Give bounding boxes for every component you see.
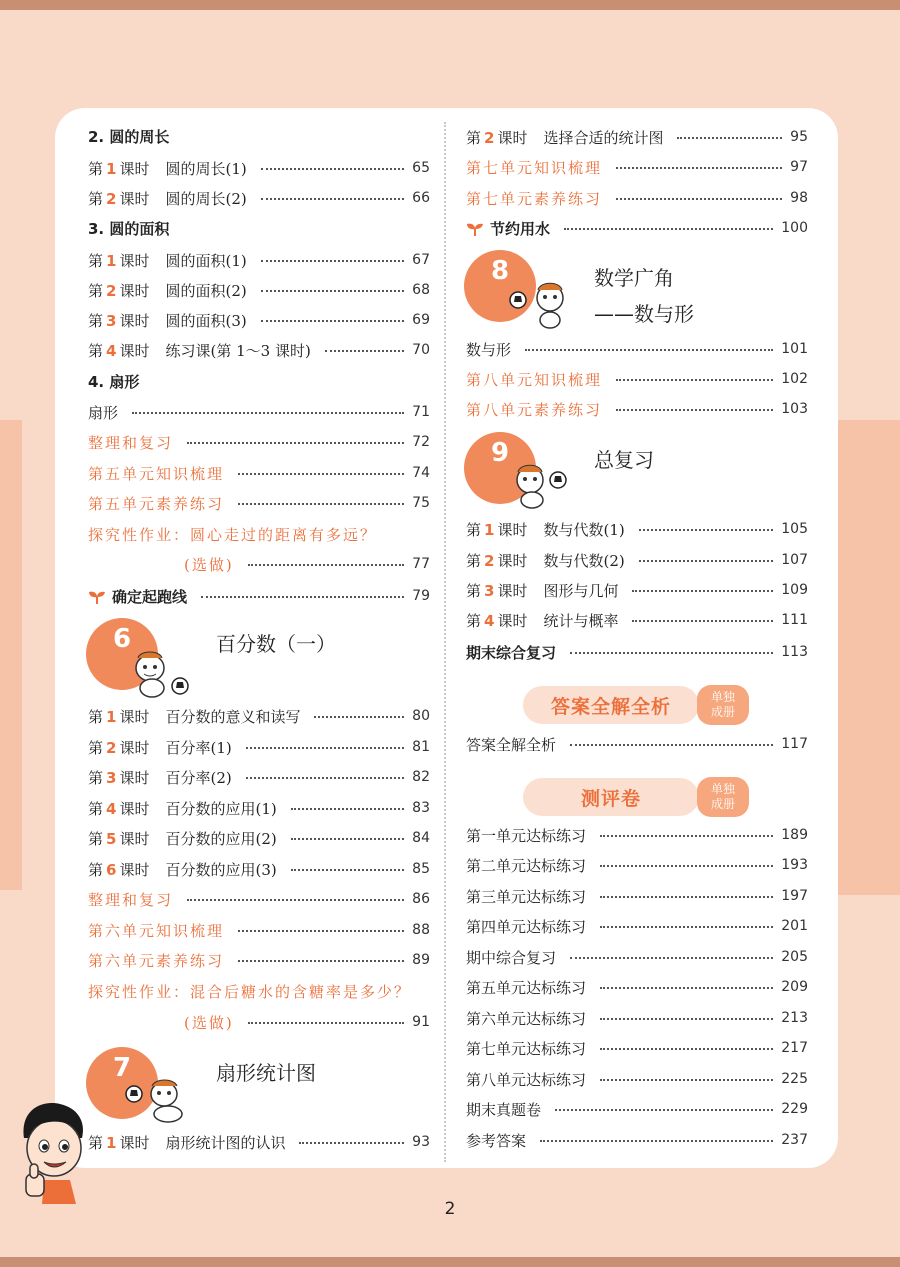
- toc-entry[interactable]: 第 5 课时 百分数的应用(2) 84: [88, 829, 430, 848]
- toc-entry[interactable]: 第五单元达标练习 209: [466, 978, 808, 997]
- left-side-band: [0, 420, 22, 890]
- toc-entry[interactable]: 第四单元达标练习 201: [466, 917, 808, 936]
- unit-subtitle: ——数与形: [594, 302, 694, 326]
- dinosaur-mascot-icon: [504, 280, 576, 330]
- bottom-border: [0, 1257, 900, 1267]
- toc-entry[interactable]: 第 2 课时 百分率(1) 81: [88, 738, 430, 757]
- toc-entry[interactable]: 第 1 课时 圆的周长(1) 65: [88, 159, 430, 178]
- unit-number-badge: 7: [86, 1047, 158, 1119]
- toc-entry[interactable]: 第 1 课时 数与代数(1) 105: [466, 520, 808, 539]
- toc-entry[interactable]: 第 3 课时 圆的面积(3) 69: [88, 311, 430, 330]
- toc-entry-review[interactable]: 整理和复习 86: [88, 890, 430, 909]
- tests-banner: 测评卷: [523, 778, 699, 816]
- right-side-band: [832, 420, 900, 895]
- toc-entry[interactable]: 第八单元达标练习 225: [466, 1070, 808, 1089]
- toc-entry-review[interactable]: 第六单元知识梳理 88: [88, 921, 430, 940]
- toc-entry-review[interactable]: 整理和复习 72: [88, 433, 430, 452]
- toc-entry[interactable]: 扇形 71: [88, 403, 430, 422]
- toc-entry-activity[interactable]: 节约用水 100: [466, 216, 808, 240]
- section-heading: 4. 扇形: [88, 373, 140, 391]
- answers-banner: 答案全解全析: [523, 686, 699, 724]
- toc-entry-explore-title[interactable]: 探究性作业：圆心走过的距离有多远？: [88, 525, 378, 544]
- toc-entry[interactable]: 第 1 课时 圆的面积(1) 67: [88, 251, 430, 270]
- toc-entry[interactable]: 第 2 课时 圆的面积(2) 68: [88, 281, 430, 300]
- dinosaur-mascot-icon: [122, 1078, 192, 1124]
- toc-entry-review[interactable]: 第八单元素养练习 103: [466, 400, 808, 419]
- toc-entry[interactable]: 第 3 课时 图形与几何 109: [466, 581, 808, 600]
- column-divider: [444, 122, 446, 1162]
- toc-entry[interactable]: 第 4 课时 统计与概率 111: [466, 611, 808, 630]
- toc-entry[interactable]: 第 1 课时 百分数的意义和读写 80: [88, 707, 430, 726]
- toc-entry[interactable]: 第 3 课时 百分率(2) 82: [88, 768, 430, 787]
- dinosaur-mascot-icon: [128, 650, 190, 698]
- toc-entry-explore-title[interactable]: 探究性作业：混合后糖水的含糖率是多少？: [88, 982, 412, 1001]
- toc-entry[interactable]: 第六单元达标练习 213: [466, 1009, 808, 1028]
- toc-entry[interactable]: 第 2 课时 数与代数(2) 107: [466, 551, 808, 570]
- unit-number-badge: 8: [464, 250, 536, 322]
- unit-number-badge: 6: [86, 618, 158, 690]
- unit-title: 数学广角: [594, 266, 674, 290]
- separate-volume-tag: 单独 成册: [697, 685, 749, 725]
- toc-entry[interactable]: 第 2 课时 圆的周长(2) 66: [88, 189, 430, 208]
- toc-entry-review[interactable]: 第七单元素养练习 98: [466, 189, 808, 208]
- boy-thumbs-up-icon: [14, 1098, 94, 1206]
- toc-entry-review[interactable]: 第八单元知识梳理 102: [466, 370, 808, 389]
- sprout-icon: [88, 589, 106, 605]
- toc-entry-explore[interactable]: (选做) 77: [184, 555, 430, 574]
- separate-volume-tag: 单独 成册: [697, 777, 749, 817]
- toc-entry[interactable]: 第 4 课时 百分数的应用(1) 83: [88, 799, 430, 818]
- toc-entry[interactable]: 期末真题卷 229: [466, 1100, 808, 1119]
- unit-title: 百分数（一）: [216, 632, 336, 656]
- toc-entry[interactable]: 期中综合复习 205: [466, 948, 808, 967]
- toc-entry[interactable]: 参考答案 237: [466, 1131, 808, 1150]
- toc-entry[interactable]: 第 2 课时 选择合适的统计图 95: [466, 128, 808, 147]
- toc-entry-review[interactable]: 第五单元素养练习 75: [88, 494, 430, 513]
- dinosaur-mascot-icon: [508, 462, 570, 510]
- toc-entry[interactable]: 答案全解全析 117: [466, 735, 808, 754]
- unit-title: 总复习: [594, 448, 654, 472]
- toc-entry-review[interactable]: 第五单元知识梳理 74: [88, 464, 430, 483]
- toc-entry-review[interactable]: 第七单元知识梳理 97: [466, 158, 808, 177]
- toc-entry-activity[interactable]: 确定起跑线 79: [88, 584, 430, 608]
- unit-number-badge: 9: [464, 432, 536, 504]
- toc-entry[interactable]: 数与形 101: [466, 340, 808, 359]
- section-heading: 3. 圆的面积: [88, 220, 170, 238]
- toc-entry-review[interactable]: 第六单元素养练习 89: [88, 951, 430, 970]
- sprout-icon: [466, 221, 484, 237]
- toc-entry-explore[interactable]: (选做) 91: [184, 1013, 430, 1032]
- toc-entry[interactable]: 第 4 课时 练习课(第 1～3 课时) 70: [88, 341, 430, 360]
- toc-entry[interactable]: 期末综合复习 113: [466, 643, 808, 662]
- unit-title: 扇形统计图: [216, 1061, 316, 1085]
- page-number: 2: [444, 1199, 456, 1219]
- toc-entry[interactable]: 第 6 课时 百分数的应用(3) 85: [88, 860, 430, 879]
- toc-entry[interactable]: 第 1 课时 扇形统计图的认识 93: [88, 1133, 430, 1152]
- toc-entry[interactable]: 第一单元达标练习 189: [466, 826, 808, 845]
- toc-entry[interactable]: 第二单元达标练习 193: [466, 856, 808, 875]
- toc-entry[interactable]: 第三单元达标练习 197: [466, 887, 808, 906]
- section-heading: 2. 圆的周长: [88, 128, 170, 146]
- top-border: [0, 0, 900, 10]
- toc-entry[interactable]: 第七单元达标练习 217: [466, 1039, 808, 1058]
